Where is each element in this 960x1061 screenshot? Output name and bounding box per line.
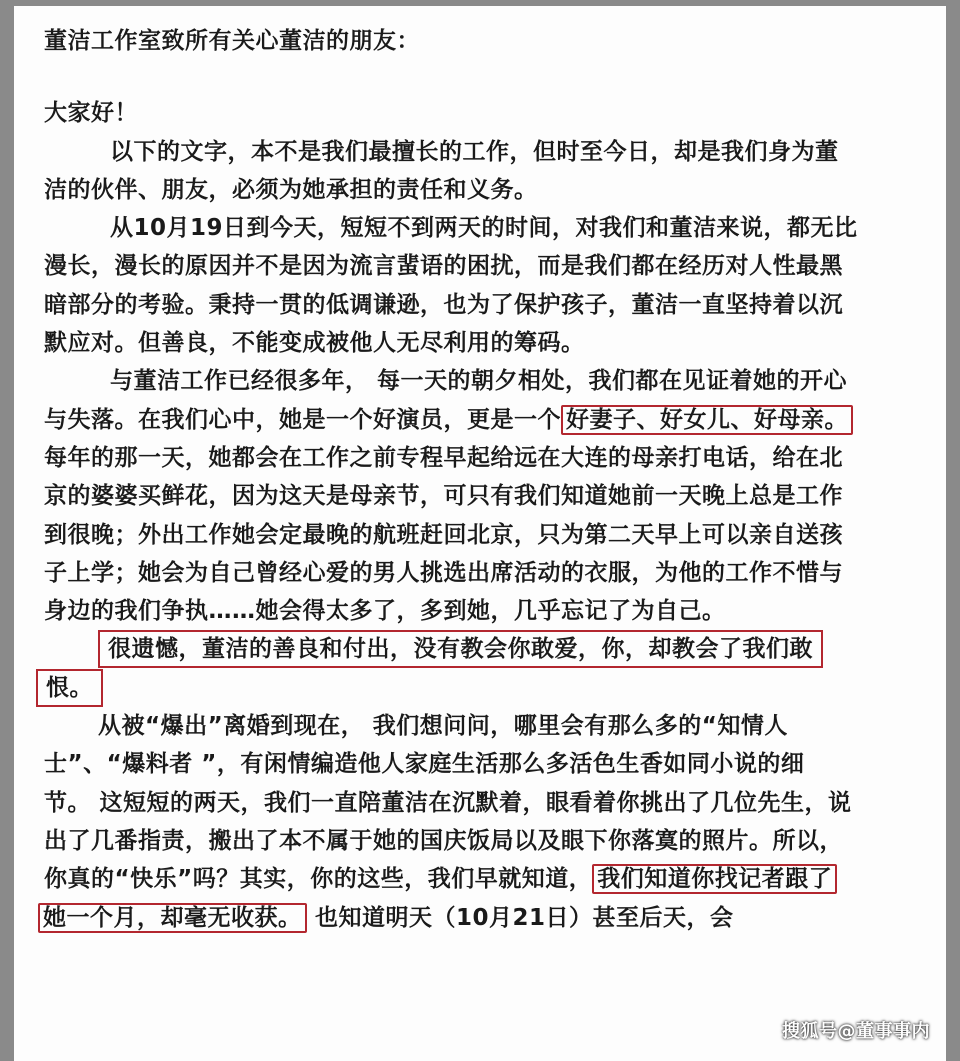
paragraph-line: 到很晚；外出工作她会定最晚的航班赶回北京，只为第二天早上可以亲自送孩 xyxy=(44,521,843,548)
highlight-box: 好妻子、好女儿、好母亲。 xyxy=(561,405,853,435)
paragraph-line: 身边的我们争执……她会得太多了，多到她，几乎忘记了为自己。 xyxy=(44,598,726,625)
paragraph-text: 与失落。在我们心中，她是一个好演员，更是一个 xyxy=(44,406,561,433)
paragraph-line: 士”、“爆料者 ”，有闲情编造他人家庭生活那么多活色生香如同小说的细 xyxy=(44,751,805,778)
paragraph-line: 洁的伙伴、朋友，必须为她承担的责任和义务。 xyxy=(44,176,538,203)
letter-greeting: 大家好！ xyxy=(44,100,138,127)
paragraph-line: 节。 这短短的两天，我们一直陪董洁在沉默着，眼看着你挑出了几位先生，说 xyxy=(44,789,852,816)
paragraph-text: 也知道明天（10月21日）甚至后天，会 xyxy=(306,904,734,931)
paragraph-line: 暗部分的考验。秉持一贯的低调谦逊，也为了保护孩子，董洁一直坚持着以沉 xyxy=(44,291,843,318)
paragraph-line: 与董洁工作已经很多年， 每一天的朝夕相处，我们都在见证着她的开心 xyxy=(110,368,848,395)
paragraph-line xyxy=(44,401,924,439)
paragraph-line: 从10月19日到今天，短短不到两天的时间，对我们和董洁来说，都无比 xyxy=(110,215,858,242)
paragraph-line: 以下的文字，本不是我们最擅长的工作，但时至今日，却是我们身为董 xyxy=(110,138,839,165)
paragraph-line xyxy=(44,669,924,707)
highlight-box: 恨。 xyxy=(36,669,103,707)
paragraph-line: 子上学；她会为自己曾经心爱的男人挑选出席活动的衣服，为他的工作不惜与 xyxy=(44,559,843,586)
paragraph-line: 漫长，漫长的原因并不是因为流言蜚语的困扰，而是我们都在经历对人性最黑 xyxy=(44,253,843,280)
paragraph-line: 从被“爆出”离婚到现在， 我们想问问，哪里会有那么多的“知情人 xyxy=(98,713,788,740)
paragraph-line xyxy=(44,630,924,668)
paragraph-text: 你真的“快乐”吗？其实，你的这些，我们早就知道， xyxy=(44,866,593,893)
paragraph-line: 出了几番指责，搬出了本不属于她的国庆饭局以及眼下你落寞的照片。所以， xyxy=(44,827,843,854)
paragraph-line: 默应对。但善良，不能变成被他人无尽利用的筹码。 xyxy=(44,330,585,357)
highlight-box: 我们知道你找记者跟了 xyxy=(592,864,837,894)
paragraph-line xyxy=(44,860,924,898)
watermark: 搜狐号@董事事内 xyxy=(782,1021,930,1042)
paragraph-line: 每年的那一天，她都会在工作之前专程早起给远在大连的母亲打电话，给在北 xyxy=(44,444,843,471)
highlight-box: 她一个月，却毫无收获。 xyxy=(38,903,307,933)
paragraph-line: 京的婆婆买鲜花，因为这天是母亲节，可只有我们知道她前一天晚上总是工作 xyxy=(44,483,843,510)
highlight-box: 很遗憾，董洁的善良和付出，没有教会你敢爱，你，却教会了我们敢 xyxy=(98,630,823,668)
letter-heading: 董洁工作室致所有关心董洁的朋友： xyxy=(44,28,420,54)
letter-document xyxy=(44,22,924,937)
paragraph-line xyxy=(44,899,924,937)
